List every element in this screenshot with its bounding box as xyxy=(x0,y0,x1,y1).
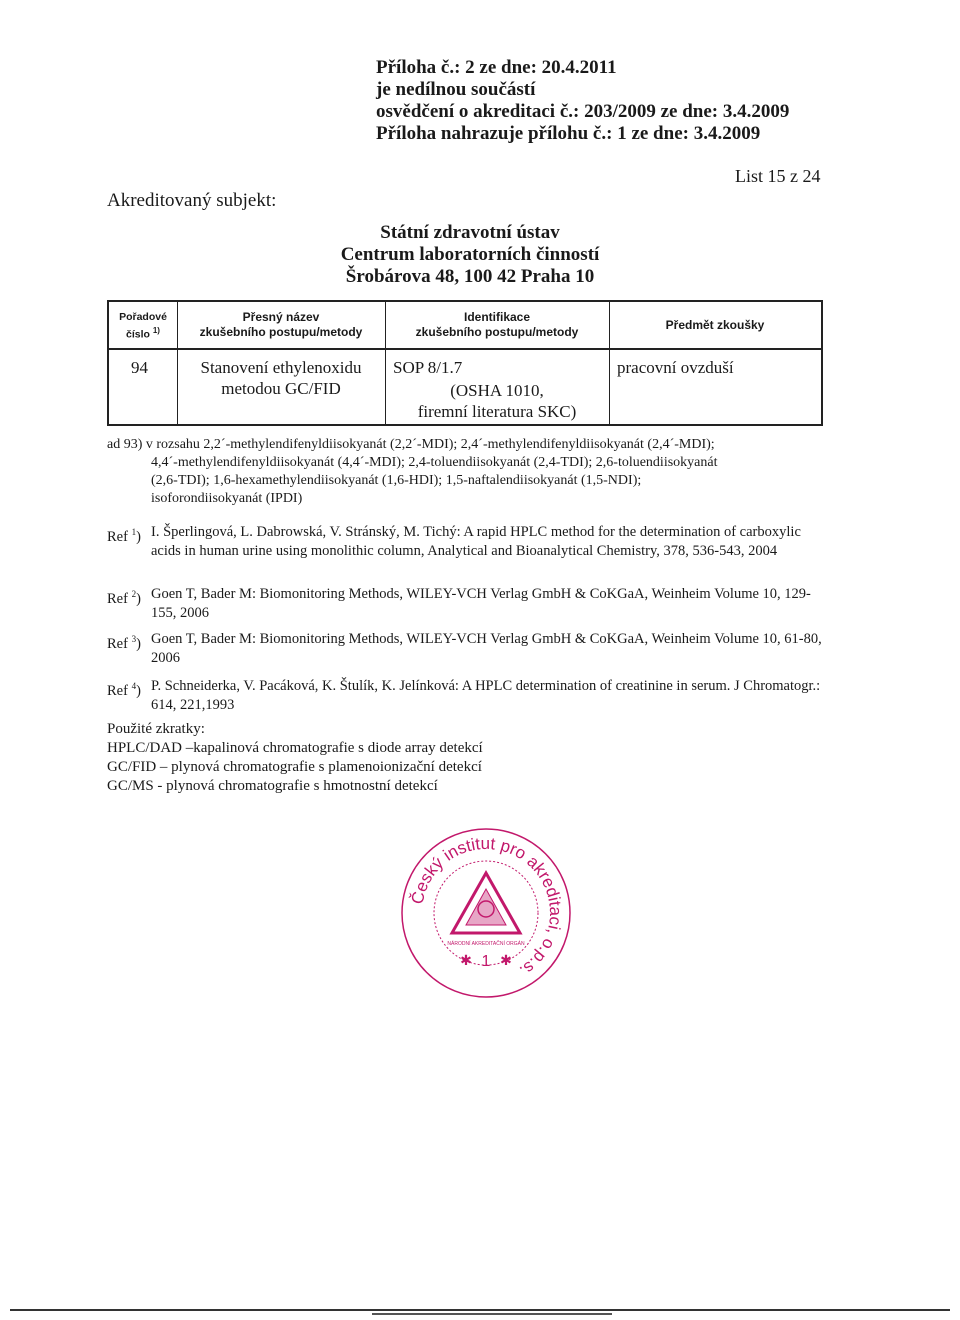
cell-text: metodou GC/FID xyxy=(221,379,341,398)
reference-text: Goen T, Bader M: Biomonitoring Methods, WILEY-VCH Verlag GmbH & CoKGaA, Weinheim Volume 10, 129-155, 2006 xyxy=(151,586,811,621)
header-text: zkušebního postupu/metody xyxy=(199,325,363,339)
organization-block xyxy=(300,222,640,288)
organization-address: Šrobárova 48, 100 42 Praha 10 xyxy=(345,266,595,287)
row-method-id-source xyxy=(385,380,609,422)
reference-label: Ref $^4$) xyxy=(107,681,141,699)
reference-prefix: Ref xyxy=(107,528,128,545)
stamp-small-text: NÁRODNÍ AKREDITAČNÍ ORGÁN xyxy=(447,941,525,947)
reference-number: 2 xyxy=(131,589,137,599)
reference-prefix: Ref xyxy=(107,635,128,652)
abbreviation-item: HPLC/DAD –kapalinová chromatografie s diode array detekcí xyxy=(107,740,483,756)
row-method-name xyxy=(177,357,385,399)
header-text: zkušebního postupu/metody xyxy=(415,325,579,339)
reference-2 xyxy=(107,585,823,623)
attachment-header xyxy=(376,57,789,145)
stamp-star-icon: ✱ xyxy=(460,952,472,968)
attachment-line: Příloha č.: 2 ze dne: 20.4.2011 xyxy=(376,57,617,78)
reference-label: Ref $^2$) xyxy=(107,589,141,607)
abbreviation-item: GC/FID – plynová chromatografie s plamenoionizační detekcí xyxy=(107,759,482,775)
header-order-number xyxy=(109,310,177,342)
row-test-subject: pracovní ovzduší xyxy=(617,358,734,377)
reference-text: I. Šperlingová, L. Dabrowská, V. Stránský, M. Tichý: A rapid HPLC method for the determination of carboxylic acids in human urine using monolithic column, Analytical and Bioanalytical Chemistry, 378, 536-543, 2004 xyxy=(151,524,801,559)
footer-rule xyxy=(10,1309,950,1311)
header-text: Pořadové xyxy=(119,311,167,323)
accreditation-stamp-icon xyxy=(398,825,574,1001)
cell-text: firemní literatura SKC) xyxy=(417,402,577,421)
header-test-subject: Předmět zkoušky xyxy=(665,318,765,332)
abbreviations xyxy=(107,720,483,796)
note-line: isoforondiisokyanát (IPDI) xyxy=(151,491,303,506)
header-text: Identifikace xyxy=(463,310,531,324)
organization-unit: Centrum laboratorních činností xyxy=(340,244,600,265)
note-line: (2,6-TDI); 1,6-hexamethylendiisokyanát (1,6-HDI); 1,5-naftalendiisokyanát (1,5-NDI); xyxy=(151,473,642,488)
reference-text: P. Schneiderka, V. Pacáková, K. Štulík, K. Jelínková: A HPLC determination of creatinine in serum. J Chromatogr.: 614, 221,1993 xyxy=(151,678,821,713)
reference-number: 4 xyxy=(131,681,137,691)
note-line: 4,4´-methylendifenyldiisokyanát (4,4´-MDI); 2,4-toluendiisokyanát (2,4-TDI); 2,6-toluendiisokyanát xyxy=(151,455,718,470)
reference-4 xyxy=(107,677,823,715)
subject-label: Akreditovaný subjekt: xyxy=(107,190,277,211)
row-method-id xyxy=(393,357,462,378)
header-method-id xyxy=(385,310,609,340)
stamp-triangle-inner xyxy=(466,889,506,925)
cell-text: SOP 8/1.7 xyxy=(393,358,463,377)
header-text xyxy=(109,324,177,342)
header-text: číslo xyxy=(126,328,150,341)
attachment-line: Příloha nahrazuje přílohu č.: 1 ze dne: 3.4.2009 xyxy=(376,123,761,144)
header-text: Přesný název xyxy=(242,310,320,324)
footer-rule xyxy=(372,1313,612,1315)
stamp-star-icon: ✱ xyxy=(500,952,512,968)
scope-note xyxy=(107,436,823,508)
abbreviation-item: GC/MS - plynová chromatografie s hmotnostní detekcí xyxy=(107,778,438,794)
cell-text: Stanovení ethylenoxidu xyxy=(200,358,362,377)
header-method-name xyxy=(177,310,385,340)
attachment-line: osvědčení o akreditaci č.: 203/2009 ze dne: 3.4.2009 xyxy=(376,101,790,122)
reference-label: Ref $^3$) xyxy=(107,634,141,652)
header-divider xyxy=(109,348,821,350)
footnote-marker: 1) xyxy=(152,326,160,335)
reference-text: Goen T, Bader M: Biomonitoring Methods, WILEY-VCH Verlag GmbH & CoKGaA, Weinheim Volume 10, 61-80, 2006 xyxy=(151,631,822,666)
stamp-number: 1 xyxy=(481,953,491,970)
reference-1 xyxy=(107,523,823,561)
scope-table xyxy=(107,300,823,426)
cell-text: (OSHA 1010, xyxy=(450,381,544,400)
abbreviations-title: Použité zkratky: xyxy=(107,721,205,737)
reference-label: Ref $^1$) xyxy=(107,527,141,545)
stamp-ring-text: Český institut pro akreditaci, o.p.s. xyxy=(407,833,566,981)
attachment-line: je nedílnou součástí xyxy=(376,79,536,100)
note-line: ad 93) v rozsahu 2,2´-methylendifenyldiisokyanát (2,2´-MDI); 2,4´-methylendifenyldiisokyanát (2,4´-MDI); xyxy=(107,437,715,452)
reference-3 xyxy=(107,630,823,668)
row-number: 94 xyxy=(131,358,148,377)
reference-number: 3 xyxy=(131,634,137,644)
reference-prefix: Ref xyxy=(107,590,128,607)
reference-number: 1 xyxy=(131,527,137,537)
reference-prefix: Ref xyxy=(107,682,128,699)
page-counter: List 15 z 24 xyxy=(735,166,821,186)
organization-name: Státní zdravotní ústav xyxy=(380,222,560,243)
